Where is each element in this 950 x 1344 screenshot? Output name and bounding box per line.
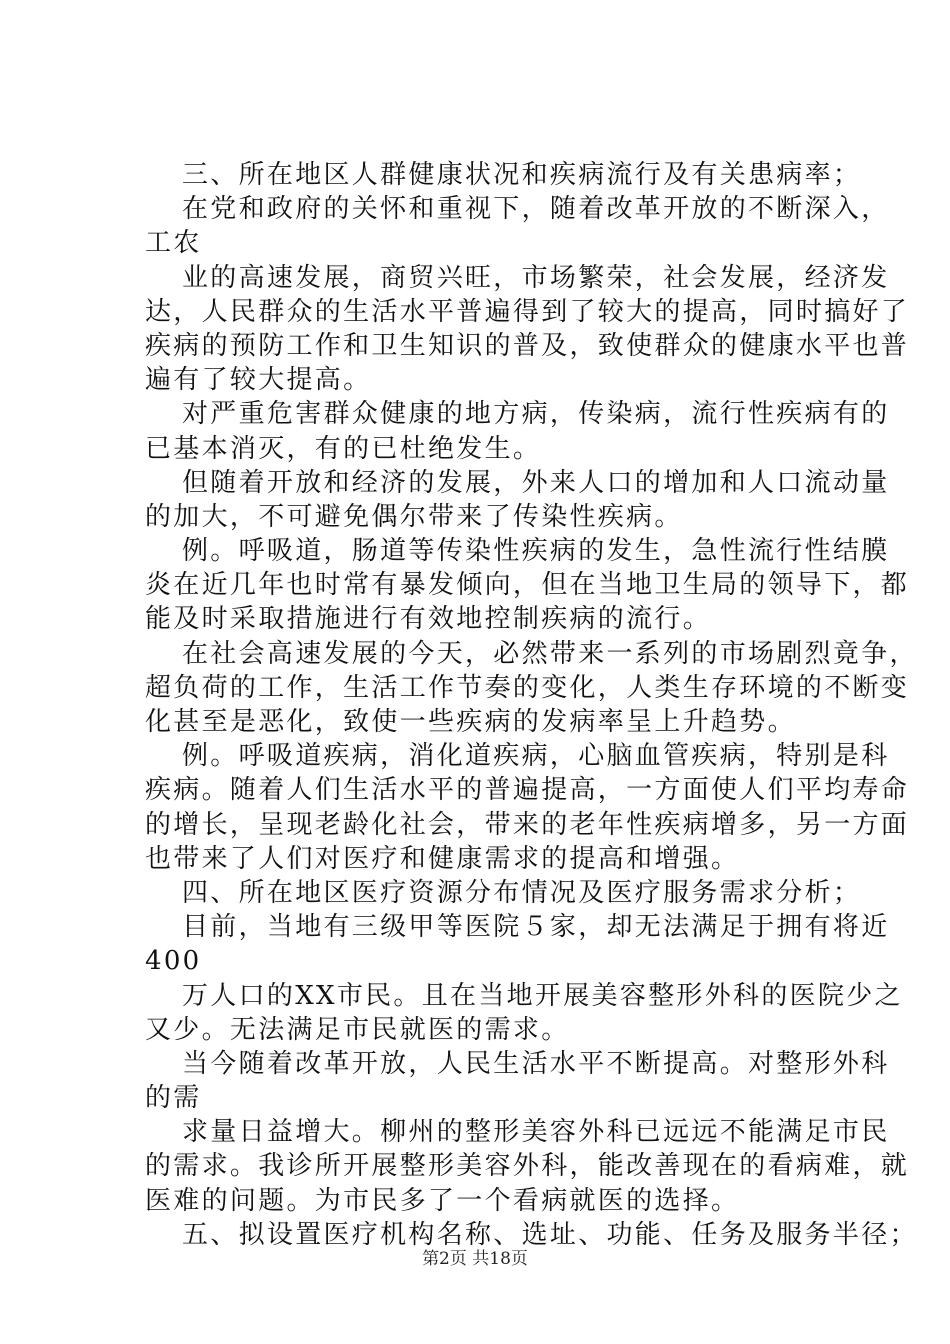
text-line: 但随着开放和经济的发展，外来人口的增加和人口流动量 — [182, 467, 890, 498]
text-line: 对严重危害群众健康的地方病，传染病，流行性疾病有的 — [182, 399, 890, 430]
text-line: 遍有了较大提高。 — [145, 365, 372, 396]
text-line: 的增长，呈现老龄化社会，带来的老年性疾病增多，另一方面 — [145, 809, 910, 840]
text-line: 在社会高速发展的今天，必然带来一系列的市场剧烈竟争， — [182, 638, 918, 669]
text-line: 的需 — [145, 1083, 202, 1114]
text-line: 疾病的预防工作和卫生知识的普及，致使群众的健康水平也普 — [145, 330, 910, 361]
text-line: 工农 — [145, 228, 202, 259]
document-body — [145, 158, 918, 1252]
text-line: 的需求。我诊所开展整形美容外科，能改善现在的看病难，就 — [145, 1151, 910, 1182]
text-line: 能及时采取措施进行有效地控制疾病的流行。 — [145, 604, 712, 635]
text-line: 三、所在地区人群健康状况和疾病流行及有关患病率； — [182, 160, 862, 190]
text-line: 万人口的XX市民。且在当地开展美容整形外科的医院少之 — [182, 980, 903, 1011]
text-line: 也带来了人们对医疗和健康需求的提高和增强。 — [145, 843, 740, 874]
text-line: 炎在近几年也时常有暴发倾向，但在当地卫生局的领导下，都 — [145, 570, 910, 601]
text-line: 化甚至是恶化，致使一些疾病的发病率呈上升趋势。 — [145, 707, 796, 737]
text-line: 例。呼吸道疾病，消化道疾病，心脑血管疾病，特别是科 — [182, 741, 890, 772]
text-line: 又少。无法满足市民就医的需求。 — [145, 1014, 570, 1045]
page-footer: 第2页 共18页 — [422, 1249, 528, 1269]
text-line: 目前，当地有三级甲等医院５家，却无法满足于拥有将近 — [182, 912, 890, 943]
text-line: 在党和政府的关怀和重视下，随着改革开放的不断深入， — [182, 194, 890, 225]
text-line: 已基本消灭，有的已杜绝发生。 — [145, 433, 542, 464]
text-line: 超负荷的工作，生活工作节奏的变化，人类生存环境的不断变 — [145, 672, 910, 703]
text-line: 业的高速发展，商贸兴旺，市场繁荣，社会发展，经济发 — [182, 262, 890, 293]
text-line: 当今随着改革开放，人民生活水平不断提高。对整形外科 — [182, 1048, 890, 1079]
text-line: 例。呼吸道，肠道等传染性疾病的发生，急性流行性结膜 — [182, 536, 890, 567]
text-line: 400 — [145, 946, 202, 977]
text-line: 四、所在地区医疗资源分布情况及医疗服务需求分析； — [182, 877, 862, 908]
text-line: 达，人民群众的生活水平普遍得到了较大的提高，同时搞好了 — [145, 296, 910, 327]
text-line: 五、拟设置医疗机构名称、选址、功能、任务及服务半径； — [182, 1219, 918, 1250]
text-line: 疾病。随着人们生活水平的普遍提高，一方面使人们平均寿命 — [145, 775, 910, 806]
text-line: 的加大，不可避免偶尔带来了传染性疾病。 — [145, 501, 683, 532]
text-line: 医难的问题。为市民多了一个看病就医的选择。 — [145, 1185, 740, 1216]
text-line: 求量日益增大。柳州的整形美容外科已远远不能满足市民 — [182, 1117, 890, 1148]
